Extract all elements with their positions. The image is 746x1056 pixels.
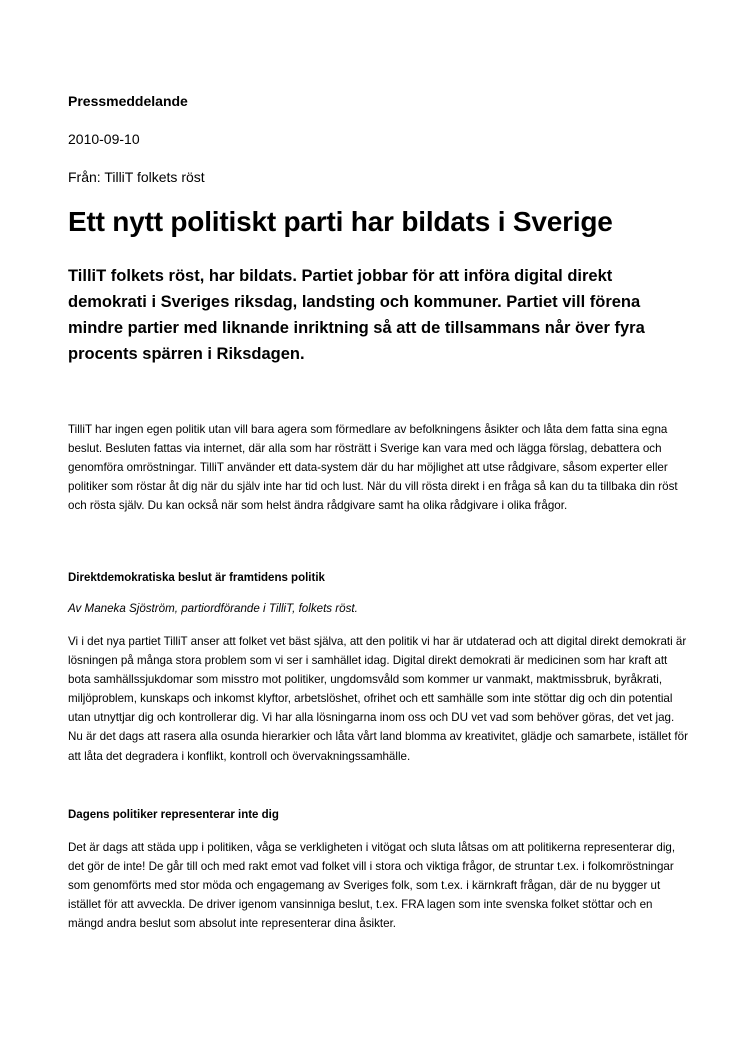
- section-paragraph-direktdemokrati: Vi i det nya partiet TilliT anser att folket vet bäst själva, att den politik vi har är utdaterad och att digital direkt demokrati är lösningen på många stora problem som vi ser i samhället idag. Digital direkt demokrati är medicinen som har kraft att bota samhällssjukdomar som misstro mot politiker, ungdomsvåld som kommer ur vanmakt, maktmissbruk, byråkrati, miljöproblem, kunskaps och inkomst klyftor, arbetslöshet, ofrihet och ett samhälle som inte stöttar dig och din potential utan utnyttjar dig och kontrollerar dig. Vi har alla lösningarna inom oss och DU vet vad som behöver göras, det vet jag. Nu är det dags att rasera alla osunda hierarkier och låta vårt land blomma av kreativitet, glädje och samarbete, istället för att låta det degradera i konflikt, kontroll och övervakningssamhälle.: [68, 635, 688, 763]
- section-heading-politiker: Dagens politiker representerar inte dig: [68, 809, 279, 821]
- intro-paragraph: TilliT har ingen egen politik utan vill bara agera som förmedlare av befolkningens åsikter och låta dem fatta sina egna beslut. Besluten fattas via internet, där alla som har rösträtt i Sverige kan vara med och lägga förslag, debattera och genomföra omröstningar. TilliT använder ett data-system där du har möjlighet att utse rådgivare, såsom experter eller politiker som röstar åt dig när du själv inte har tid och lust. När du vill rösta direkt i en fråga så kan du ta tillbaka din röst och rösta själv. Du kan också när som helst ändra rådgivare samt ha olika rådgivare i olika frågor.: [68, 423, 678, 513]
- section-heading-direktdemokrati: Direktdemokratiska beslut är framtidens politik: [68, 572, 325, 584]
- release-date: 2010-09-10: [68, 131, 140, 147]
- document-label: Pressmeddelande: [68, 93, 188, 109]
- section-paragraph-politiker: Det är dags att städa upp i politiken, våga se verkligheten i vitögat och sluta låtsas om att politikerna representerar dig, det gör de inte! De går till och med rakt emot vad folket vill i stora och viktiga frågor, de struntar t.ex. i folkomröstningar som genomförts med stor möda och engagemang av Sveriges folk, som t.ex. i kärnkraft frågan, där de nu bygger ut istället för att avveckla. De driver igenom vansinniga beslut, t.ex. FRA lagen som inte svenska folket stöttar och en mängd andra beslut som absolut inte representerar dina åsikter.: [68, 841, 676, 931]
- sender-line: Från: TilliT folkets röst: [68, 169, 205, 185]
- author-byline: Av Maneka Sjöström, partiordförande i TilliT, folkets röst.: [68, 602, 358, 615]
- lead-paragraph: TilliT folkets röst, har bildats. Partiet jobbar för att införa digital direkt demokrati i Sveriges riksdag, landsting och kommuner. Partiet vill förena mindre partier med liknande inriktning så att de tillsammans når över fyra procents spärren i Riksdagen.: [68, 267, 645, 363]
- page-title: Ett nytt politiskt parti har bildats i Sverige: [68, 206, 613, 237]
